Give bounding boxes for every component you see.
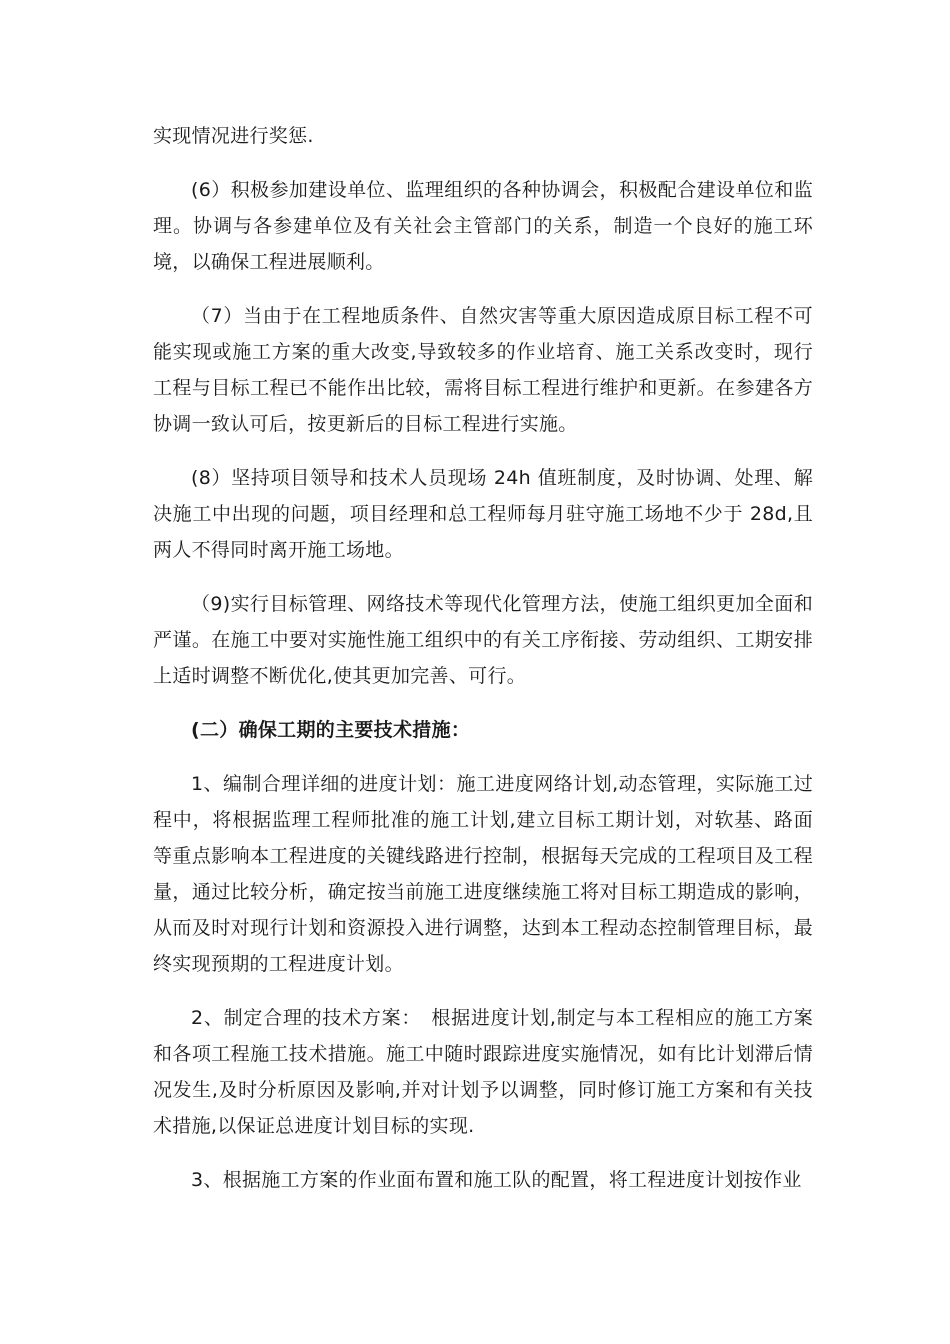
- paragraph-measure-1: 1、编制合理详细的进度计划：施工进度网络计划,动态管理，实际施工过程中，将根据监理工程师批准的施工计划,建立目标工期计划，对软基、路面等重点影响本工程进度的关键线路进行控制，根据每天完成的工程项目及工程量，通过比较分析，确定按当前施工进度继续施工将对目标工期造成的影响，从而及时对现行计划和资源投入进行调整，达到本工程动态控制管理目标，最终实现预期的工程进度计划。: [153, 773, 813, 975]
- paragraph-measure-2: 2、制定合理的技术方案： 根据进度计划,制定与本工程相应的施工方案和各项工程施工技术措施。施工中随时跟踪进度实施情况，如有比计划滞后情况发生,及时分析原因及影响,并对计划予以调整，同时修订施工方案和有关技术措施,以保证总进度计划目标的实现.: [153, 1007, 813, 1137]
- paragraph-measure-3: 3、根据施工方案的作业面布置和施工队的配置，将工程进度计划按作业: [191, 1169, 802, 1191]
- paragraph-item-8: (8）坚持项目领导和技术人员现场 24h 值班制度，及时协调、处理、解决施工中出现的问题，项目经理和总工程师每月驻守施工场地不少于 28d,且两人不得同时离开施工场地。: [153, 467, 813, 561]
- paragraph-item-9: （9)实行目标管理、网络技术等现代化管理方法，使施工组织更加全面和严谨。在施工中要对实施性施工组织中的有关工序衔接、劳动组织、工期安排上适时调整不断优化,使其更加完善、可行。: [153, 593, 813, 687]
- paragraph-item-7: （7）当由于在工程地质条件、自然灾害等重大原因造成原目标工程不可能实现或施工方案的重大改变,导致较多的作业培育、施工关系改变时，现行工程与目标工程已不能作出比较，需将目标工程进行维护和更新。在参建各方协调一致认可后，按更新后的目标工程进行实施。: [153, 305, 813, 435]
- paragraph-rewards: 实现情况进行奖惩.: [153, 125, 314, 147]
- paragraph-item-6: (6）积极参加建设单位、监理组织的各种协调会，积极配合建设单位和监理。协调与各参建单位及有关社会主管部门的关系，制造一个良好的施工环境，以确保工程进展顺利。: [153, 179, 813, 273]
- section-heading-technical-measures: (二）确保工期的主要技术措施：: [191, 719, 471, 741]
- document-body: [153, 118, 813, 1216]
